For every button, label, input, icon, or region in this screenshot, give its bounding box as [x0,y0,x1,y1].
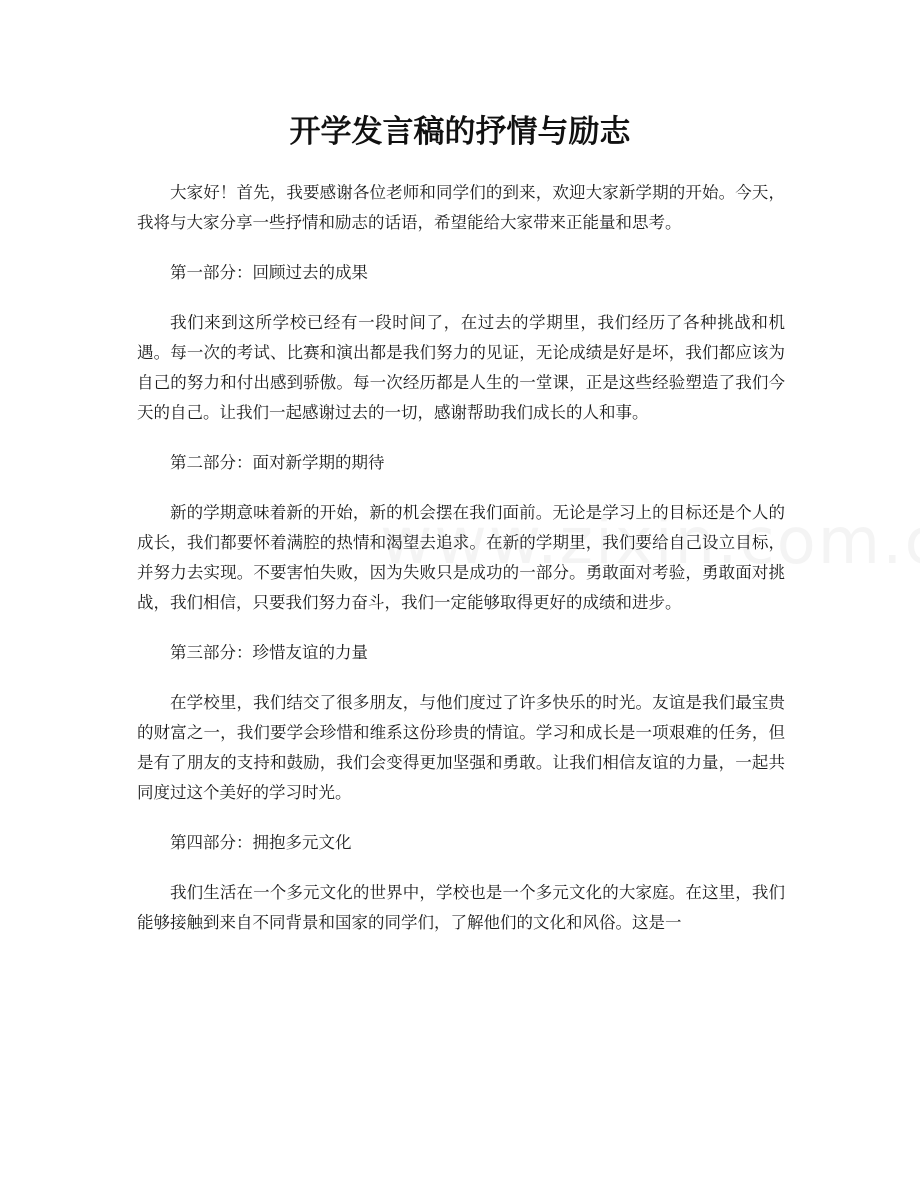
document-body [137,178,785,958]
section-paragraph-4: 我们生活在一个多元文化的世界中，学校也是一个多元文化的大家庭。在这里，我们能够接触到来自不同背景和国家的同学们，了解他们的文化和风俗。这是一 [137,883,785,932]
section-paragraph-2: 新的学期意味着新的开始，新的机会摆在我们面前。无论是学习上的目标还是个人的成长，我们都要怀着满腔的热情和渴望去追求。在新的学期里，我们要给自己设立目标，并努力去实现。不要害怕失败，因为失败只是成功的一部分。勇敢面对考验，勇敢面对挑战，我们相信，只要我们努力奋斗，我们一定能够取得更好的成绩和进步。 [137,503,785,612]
section-paragraph-3: 在学校里，我们结交了很多朋友，与他们度过了许多快乐的时光。友谊是我们最宝贵的财富之一，我们要学会珍惜和维系这份珍贵的情谊。学习和成长是一项艰难的任务，但是有了朋友的支持和鼓励，我们会变得更加坚强和勇敢。让我们相信友谊的力量，一起共同度过这个美好的学习时光。 [137,693,785,802]
section-heading-3: 第三部分：珍惜友谊的力量 [170,643,368,662]
section-heading-2: 第二部分：面对新学期的期待 [170,453,385,472]
document-title: 开学发言稿的抒情与励志 [289,114,631,150]
intro-paragraph: 大家好！首先，我要感谢各位老师和同学们的到来，欢迎大家新学期的开始。今天，我将与大家分享一些抒情和励志的话语，希望能给大家带来正能量和思考。 [137,183,785,232]
section-paragraph-1: 我们来到这所学校已经有一段时间了，在过去的学期里，我们经历了各种挑战和机遇。每一次的考试、比赛和演出都是我们努力的见证，无论成绩是好是坏，我们都应该为自己的努力和付出感到骄傲。每一次经历都是人生的一堂课，正是这些经验塑造了我们今天的自己。让我们一起感谢过去的一切，感谢帮助我们成长的人和事。 [137,313,785,422]
section-heading-4: 第四部分：拥抱多元文化 [170,833,352,852]
section-heading-1: 第一部分：回顾过去的成果 [170,263,368,282]
